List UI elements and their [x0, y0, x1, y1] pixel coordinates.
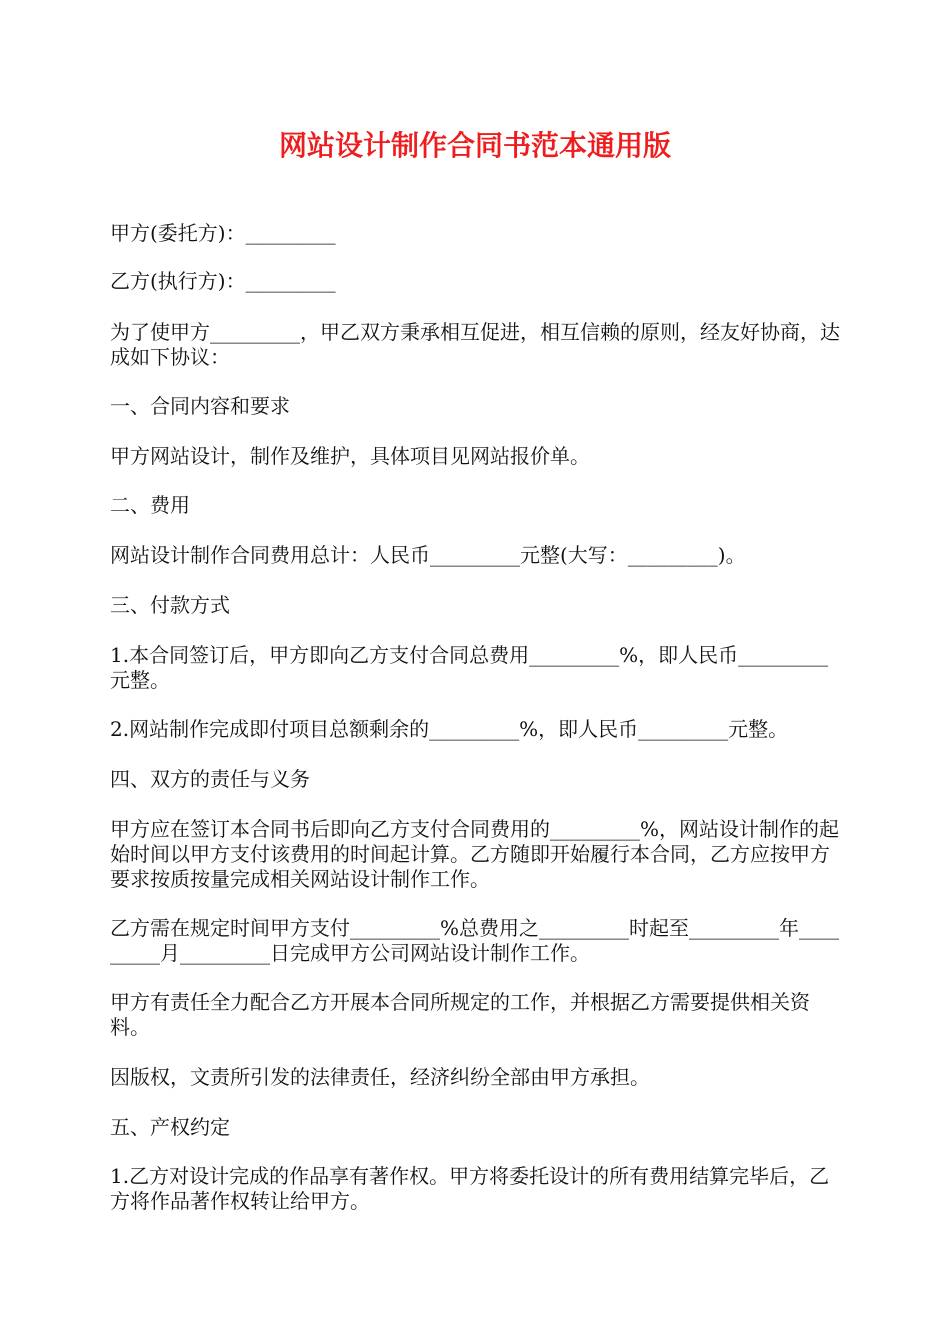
fee-total-paragraph: 网站设计制作合同费用总计：人民币_________元整(大写：_________)。 — [110, 543, 746, 567]
section-heading-1: 一、合同内容和要求 — [110, 394, 290, 418]
responsibility-paragraph-3: 甲方有责任全力配合乙方开展本合同所规定的工作，并根据乙方需要提供相关资料。 — [110, 990, 810, 1039]
responsibility-paragraph-4: 因版权，文责所引发的法律责任，经济纠纷全部由甲方承担。 — [110, 1065, 650, 1089]
party-a-line: 甲方(委托方)：_________ — [110, 221, 336, 245]
document-title: 网站设计制作合同书范本通用版 — [278, 129, 671, 162]
preamble-paragraph: 为了使甲方_________，甲乙双方秉承相互促进，相互信赖的原则，经友好协商，达成如下协议： — [110, 320, 840, 369]
section-heading-4: 四、双方的责任与义务 — [110, 767, 310, 791]
party-b-line: 乙方(执行方)：_________ — [110, 269, 336, 293]
payment-item-1: 1.本合同签订后，甲方即向乙方支付合同总费用_________%，即人民币_________元整。 — [110, 643, 829, 692]
responsibility-paragraph-2: 乙方需在规定时间甲方支付_________%总费用之_________时起至_________年_________月_________日完成甲方公司网站设计制作工作。 — [110, 916, 840, 965]
payment-item-2: 2.网站制作完成即付项目总额剩余的_________%，即人民币_________元整。 — [110, 717, 789, 741]
section-heading-3: 三、付款方式 — [110, 593, 230, 617]
section-heading-2: 二、费用 — [110, 493, 190, 517]
copyright-item-1: 1.乙方对设计完成的作品享有著作权。甲方将委托设计的所有费用结算完毕后，乙方将作品著作权转让给甲方。 — [110, 1164, 830, 1213]
responsibility-paragraph-1: 甲方应在签订本合同书后即向乙方支付合同费用的_________%，网站设计制作的起始时间以甲方支付该费用的时间起计算。乙方随即开始履行本合同，乙方应按甲方要求按质按量完成相关网站设计制作工作。 — [110, 817, 840, 891]
section-heading-5: 五、产权约定 — [110, 1115, 230, 1139]
section-1-content: 甲方网站设计，制作及维护，具体项目见网站报价单。 — [110, 444, 590, 468]
